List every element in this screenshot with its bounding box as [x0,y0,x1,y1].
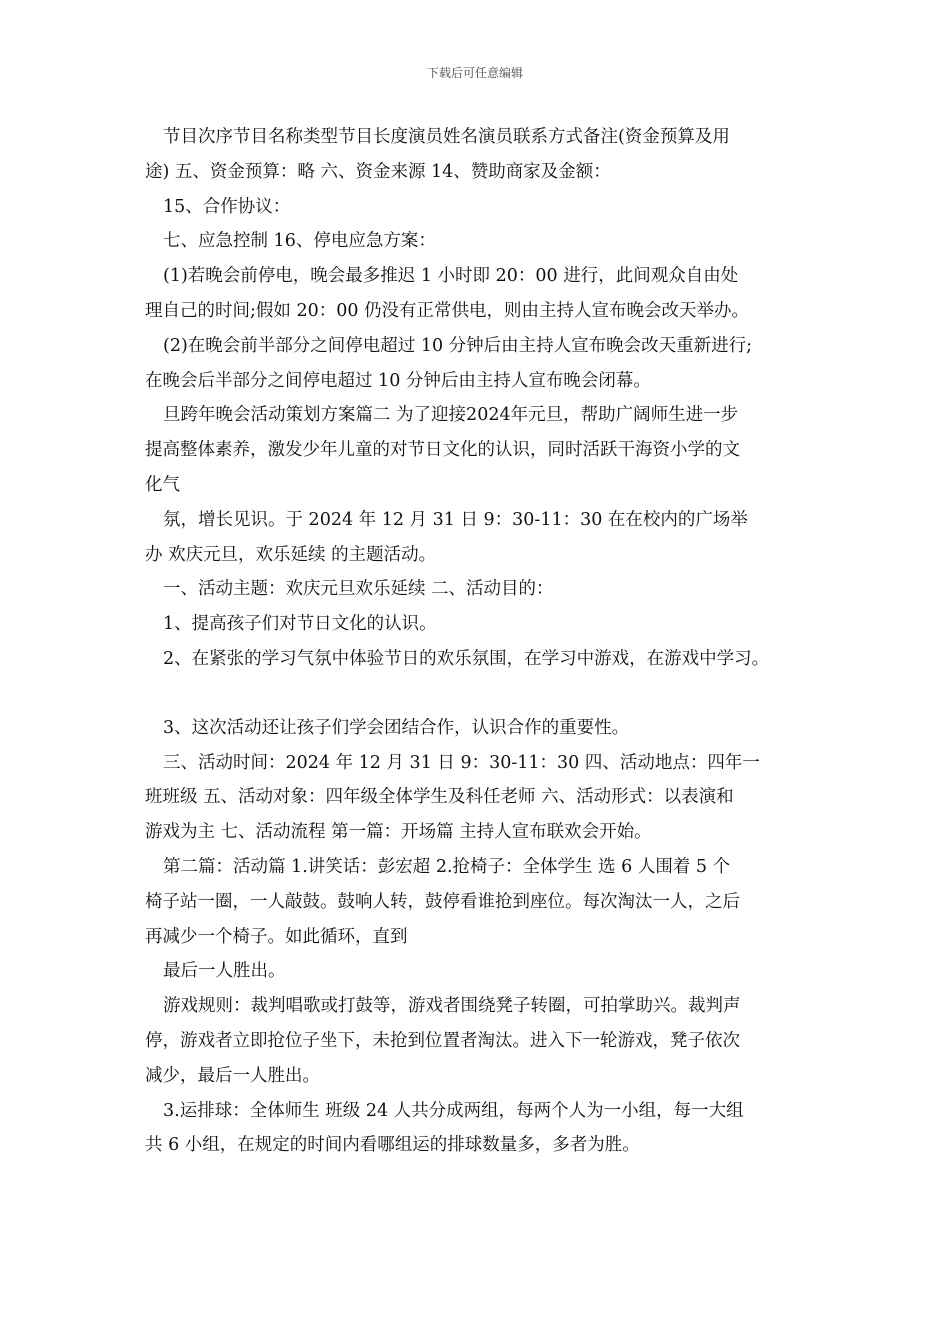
text-line: 椅子站一圈，一人敲鼓。鼓响人转，鼓停看谁抢到座位。每次淘汰一人，之后 [145,891,740,912]
text-line: 一、活动主题：欢庆元旦欢乐延续 二、活动目的： [163,579,554,600]
text-line: 节目次序节目名称类型节目长度演员姓名演员联系方式备注(资金预算及用 [163,127,730,147]
text-line: 提高整体素养，激发少年儿童的对节日文化的认识，同时活跃干海资小学的文 [145,440,740,461]
text-line: 游戏为主 七、活动流程 第一篇：开场篇 主持人宣布联欢会开始。 [145,822,652,843]
paragraph-activity-part-two [145,850,835,954]
paragraph-plan-two-intro [145,398,835,502]
text-line: 理自己的时间;假如 20：00 仍没有正常供电，则由主持人宣布晚会改天举办。 [145,300,750,321]
text-line: 再减少一个椅子。如此循环，直到 [145,926,408,947]
page-header: 下载后可任意编辑 [426,66,523,80]
paragraph-goal-3 [145,711,835,746]
text-line: 减少，最后一人胜出。 [145,1065,320,1086]
text-line: 旦跨年晚会活动策划方案篇二 为了迎接2024年元旦，帮助广阔师生进一步 [163,405,739,426]
text-line: 三、活动时间：2024 年 12 月 31 日 9：30-11：30 四、活动地点：四年一 [163,752,760,773]
text-line: 班班级 五、活动对象：四年级全体学生及科任老师 六、活动形式：以表演和 [145,787,734,808]
paragraph-plan-two-time [145,503,835,573]
text-line: 在晚会后半部分之间停电超过 10 分钟后由主持人宣布晚会闭幕。 [145,370,651,391]
text-line: 办 欢庆元旦，欢乐延续 的主题活动。 [145,544,437,565]
paragraph-goal-2 [145,642,835,677]
text-line: 第二篇：活动篇 1.讲笑话：彭宏超 2.抢椅子：全体学生 选 6 人围着 5 个 [163,856,731,877]
text-line: 氛，增长见识。于 2024 年 12 月 31 日 9：30-11：30 在在校内的广场举 [163,509,748,530]
paragraph-theme [145,572,835,607]
text-line: 化气 [145,474,180,495]
text-line: 3、这次活动还让孩子们学会团结合作，认识合作的重要性。 [163,717,630,738]
document-body [145,120,835,1163]
text-line: 2、在紧张的学习气氛中体验节日的欢乐氛围，在学习中游戏，在游戏中学习。 [163,648,770,669]
paragraph-cooperation [145,190,835,225]
text-line: 七、应急控制 16、停电应急方案： [163,231,436,252]
text-line: 1、提高孩子们对节日文化的认识。 [163,614,437,635]
text-line: (1)若晚会前停电，晚会最多推迟 1 小时即 20：00 进行，此间观众自由处 [163,266,739,287]
text-line: (2)在晚会前半部分之间停电超过 10 分钟后由主持人宣布晚会改天重新进行; [163,335,753,356]
text-line: 15、合作协议： [163,196,291,217]
paragraph-activity-details [145,746,835,850]
text-line: 停，游戏者立即抢位子坐下，未抢到位置者淘汰。进入下一轮游戏，凳子依次 [145,1030,740,1051]
text-line: 最后一人胜出。 [163,961,286,982]
paragraph-game-rules [145,989,835,1093]
text-line: 游戏规则：裁判唱歌或打鼓等，游戏者围绕凳子转圈，可拍掌助兴。裁判声 [163,996,741,1017]
text-line: 3.运排球：全体师生 班级 24 人共分成两组，每两个人为一小组，每一大组 [163,1100,744,1121]
paragraph-winner [145,954,835,989]
paragraph-emergency-1 [145,259,835,329]
paragraph-spacer [145,677,835,711]
paragraph-goal-1 [145,607,835,642]
paragraph-volleyball [145,1094,835,1164]
text-line: 共 6 小组，在规定的时间内看哪组运的排球数量多，多者为胜。 [145,1135,640,1156]
paragraph-program-list [145,120,835,190]
text-line: 途) 五、资金预算：略 六、资金来源 14、赞助商家及金额： [145,161,611,182]
paragraph-emergency-2 [145,329,835,399]
paragraph-emergency-heading [145,224,835,259]
